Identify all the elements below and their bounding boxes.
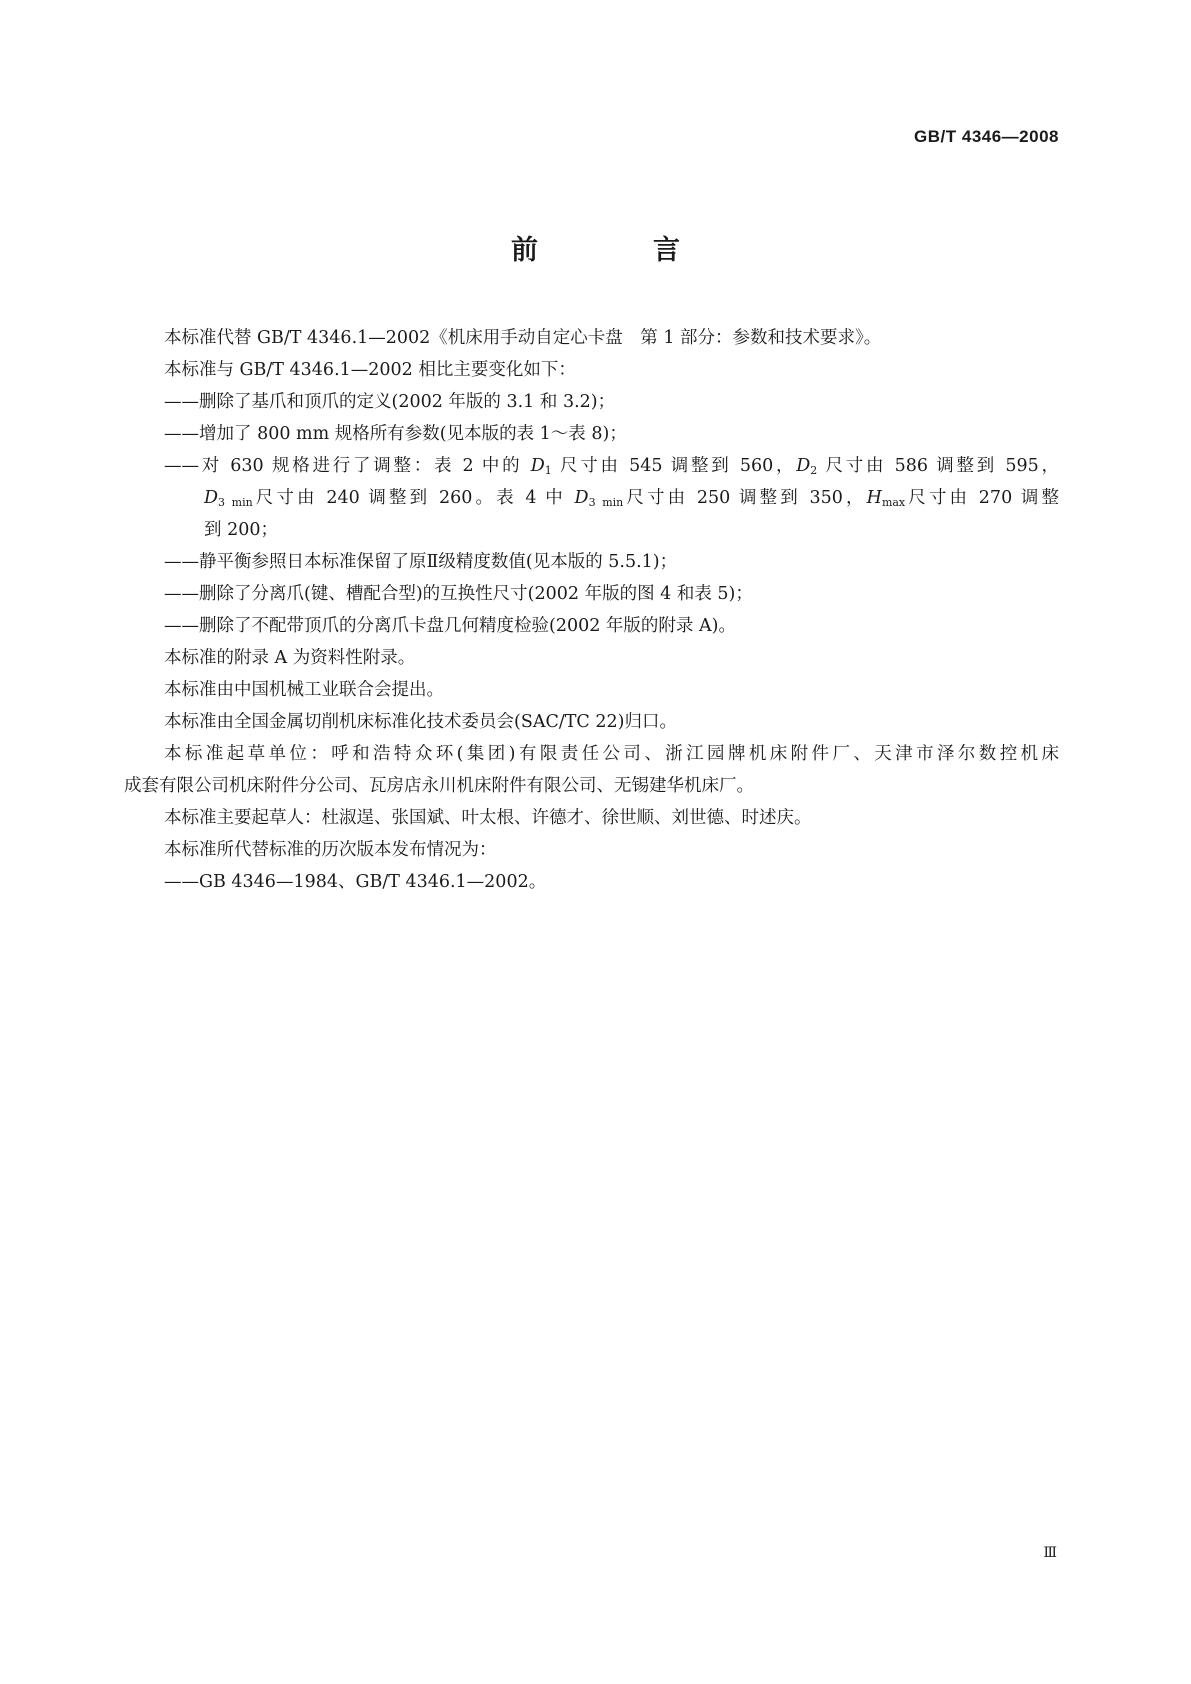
change-item-2: ——增加了 800 mm 规格所有参数(见本版的表 1～表 8)； [164,424,627,444]
paragraph-drafting-units-line-1: 本标准起草单位：呼和浩特众环(集团)有限责任公司、浙江园牌机床附件厂、天津市泽尔数控机床 [164,744,1059,764]
change-item-3-line-2 [164,482,1059,514]
subscript: 3 min [588,496,624,509]
page-number: Ⅲ [1043,1545,1057,1561]
symbol-d: D [796,456,811,476]
subscript: 2 [810,464,818,477]
standard-number-header: GB/T 4346—2008 [914,127,1059,146]
paragraph-previous-editions: 本标准所代替标准的历次版本发布情况为： [164,840,497,860]
paragraph-appendix: 本标准的附录 A 为资料性附录。 [164,648,416,668]
subscript: max [881,496,906,509]
page-title: 前 言 [511,235,724,266]
subscript: 1 [544,464,552,477]
change-item-3-line-3: 到 200； [204,520,278,540]
change-item-3-line-1 [164,450,1059,482]
symbol-d: D [530,456,545,476]
paragraph-changes-intro: 本标准与 GB/T 4346.1—2002 相比主要变化如下： [164,360,576,380]
paragraph-drafters: 本标准主要起草人：杜淑逞、张国斌、叶太根、许德才、徐世顺、刘世德、时述庆。 [164,808,812,828]
text-run: 尺寸由 586 调整到 595， [817,456,1059,476]
text-run: 尺寸由 240 调整到 260。表 4 中 [252,488,575,508]
text-run: 尺寸由 545 调整到 560， [551,456,797,476]
change-item-6: ——删除了不配带顶爪的分离爪卡盘几何精度检验(2002 年版的附录 A)。 [164,616,736,636]
change-item-4: ——静平衡参照日本标准保留了原Ⅱ级精度数值(见本版的 5.5.1)； [164,552,678,572]
paragraph-replaces: 本标准代替 GB/T 4346.1—2002《机床用手动自定心卡盘 第 1 部分：参数和技术要求》。 [164,328,882,348]
text-run: 尺寸由 250 调整到 350， [623,488,867,508]
change-item-5: ——删除了分离爪(键、槽配合型)的互换性尺寸(2002 年版的图 4 和表 5)； [164,584,753,604]
symbol-d: D [574,488,589,508]
preface-body [124,322,1060,898]
text-run: 尺寸由 270 调整 [905,488,1060,508]
subscript: 3 min [218,496,253,509]
paragraph-drafting-units-line-2: 成套有限公司机床附件分公司、瓦房店永川机床附件有限公司、无锡建华机床厂。 [124,776,754,796]
text-run: ——对 630 规格进行了调整：表 2 中的 [164,456,531,476]
symbol-d: D [204,488,219,508]
change-item-1: ——删除了基爪和顶爪的定义(2002 年版的 3.1 和 3.2)； [164,392,616,412]
symbol-h: H [866,488,882,508]
paragraph-proposed-by: 本标准由中国机械工业联合会提出。 [164,680,444,700]
paragraph-administered-by: 本标准由全国金属切削机床标准化技术委员会(SAC/TC 22)归口。 [164,712,677,732]
previous-editions-item: ——GB 4346—1984、GB/T 4346.1—2002。 [164,872,547,892]
